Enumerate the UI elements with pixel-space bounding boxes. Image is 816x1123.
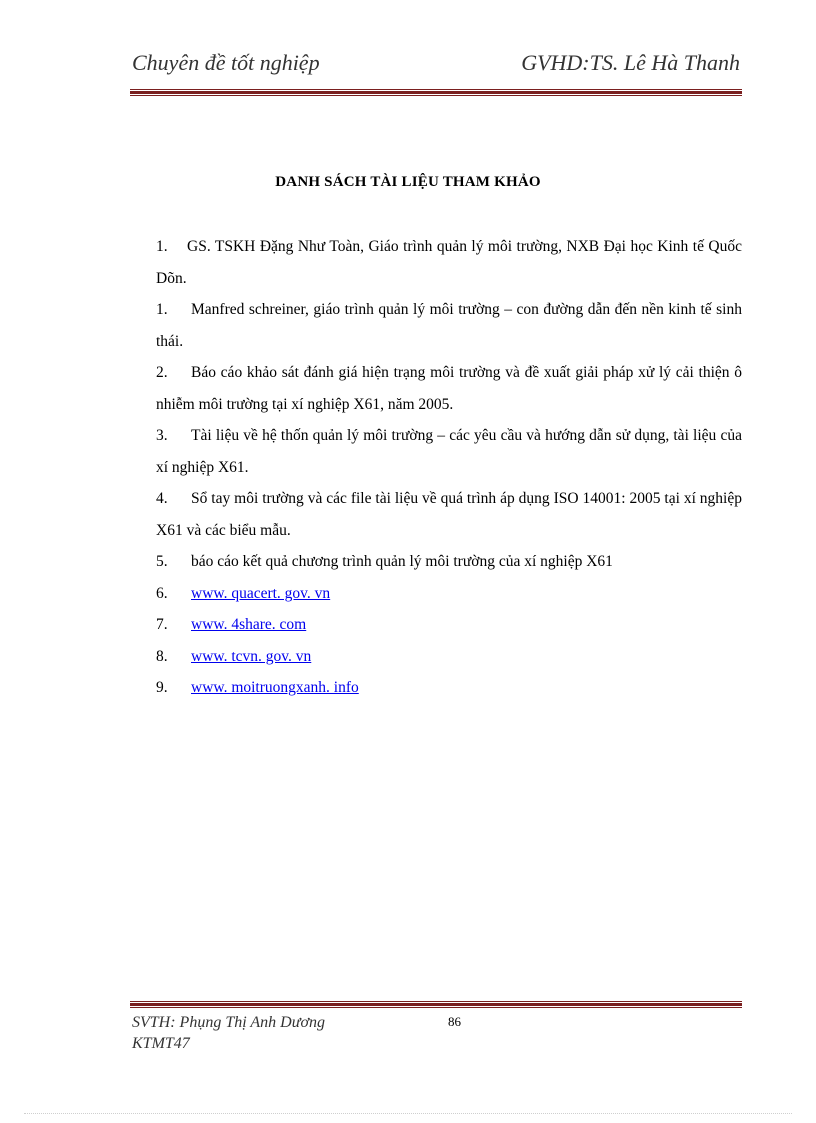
reference-list [156,231,742,704]
reference-link-quacert[interactable]: www. quacert. gov. vn [191,584,331,602]
footer-divider [130,1001,742,1008]
reference-link-4share[interactable]: www. 4share. com [191,616,307,633]
reference-item [156,294,742,357]
reference-text: GS. TSKH Đặng Như Toàn, Giáo trình quản lý môi trường, NXB Đại học Kinh tế Quốc Dõn. [156,238,742,287]
reference-number: 9. [156,679,168,696]
header-supervisor: GVHD:TS. Lê Hà Thanh [521,50,740,75]
reference-number: 1. [156,301,168,318]
reference-number: 1. [156,238,168,255]
reference-text: Manfred schreiner, giáo trình quản lý môi trường – con đường dẫn đến nền kinh tế sinh thái. [156,301,742,350]
reference-number: 3. [156,427,168,444]
footer-author-block [132,1012,325,1054]
reference-number: 5. [156,553,168,570]
reference-number: 6. [156,584,168,602]
reference-item [156,609,742,641]
header-document-type: Chuyên đề tốt nghiệp [132,50,320,75]
reference-item [156,546,742,578]
reference-number: 4. [156,490,168,507]
reference-link-moitruongxanh[interactable]: www. moitruongxanh. info [191,679,359,696]
header-divider [130,89,742,96]
reference-text: Tài liệu về hệ thốn quản lý môi trường – các yêu cầu và hướng dẫn sử dụng, tài liệu của xí nghiệp X61. [156,427,742,476]
reference-item [156,231,742,294]
page-title: DANH SÁCH TÀI LIỆU THAM KHẢO [275,174,541,190]
footer-author: SVTH: Phụng Thị Anh Dương [132,1014,325,1031]
reference-text: báo cáo kết quả chương trình quản lý môi trường của xí nghiệp X61 [191,553,613,570]
reference-number: 2. [156,364,168,381]
reference-item [156,420,742,483]
reference-number: 8. [156,647,168,665]
reference-link-tcvn[interactable]: www. tcvn. gov. vn [191,647,312,665]
reference-text: Sổ tay môi trường và các file tài liệu về quá trình áp dụng ISO 14001: 2005 tại xí nghiệp X61 và các biểu mẫu. [156,490,742,539]
reference-item [156,357,742,420]
reference-item [156,641,742,673]
reference-item [156,483,742,546]
reference-item [156,672,742,704]
reference-text: Báo cáo khảo sát đánh giá hiện trạng môi trường và đề xuất giải pháp xử lý cải thiện ô nhiễm môi trường tại xí nghiệp X61, năm 2005. [156,364,742,413]
reference-number: 7. [156,616,168,633]
reference-item [156,578,742,610]
footer-class: KTMT47 [132,1035,190,1052]
page-edge-divider [24,1113,792,1114]
page-number: 86 [448,1014,461,1029]
